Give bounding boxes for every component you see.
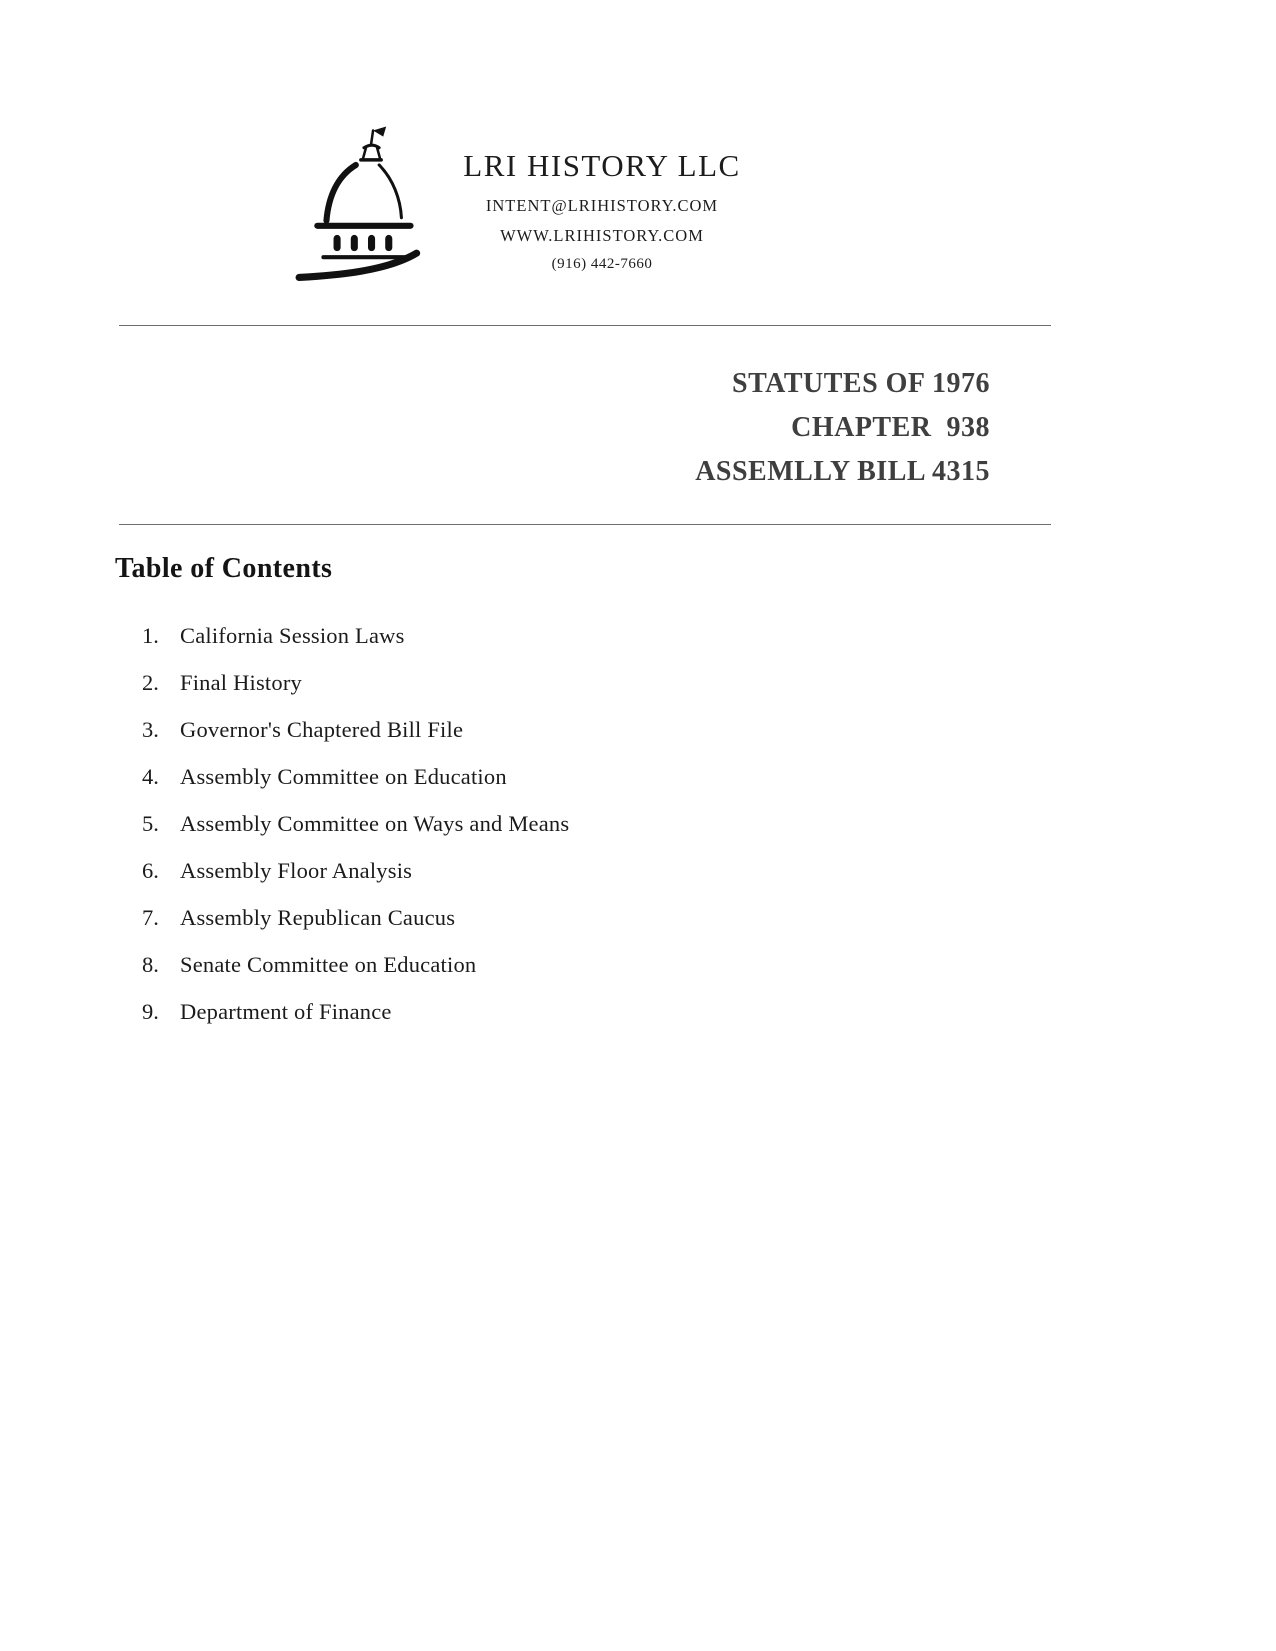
- toc-item: [142, 951, 569, 979]
- toc-item-label: Department of Finance: [180, 999, 392, 1024]
- toc-item: [142, 763, 569, 791]
- toc-item: [142, 669, 569, 697]
- company-website: WWW.LRIHISTORY.COM: [500, 226, 704, 245]
- toc-item-label: Assembly Committee on Education: [180, 764, 507, 789]
- company-email: INTENT@LRIHISTORY.COM: [485, 196, 719, 215]
- capitol-dome-logo-icon: [293, 122, 445, 287]
- toc-item-number: 4.: [142, 764, 159, 789]
- statutes-year-line: STATUTES OF 1976: [732, 368, 990, 399]
- letterhead-text: [428, 148, 776, 283]
- toc-item-number: 1.: [142, 623, 159, 648]
- toc-item-number: 3.: [142, 717, 159, 742]
- toc-item: [142, 857, 569, 885]
- toc-item-number: 7.: [142, 905, 159, 930]
- assembly-bill-line: ASSEMLLY BILL 4315: [695, 456, 990, 487]
- toc-item-label: Senate Committee on Education: [180, 952, 477, 977]
- chapter-line: CHAPTER 938: [791, 412, 990, 443]
- toc-item-number: 5.: [142, 811, 159, 836]
- toc-item: [142, 810, 569, 838]
- toc-item-label: Final History: [180, 670, 302, 695]
- toc-item-label: Assembly Republican Caucus: [180, 905, 456, 930]
- toc-list: [142, 622, 569, 1045]
- toc-item: [142, 622, 569, 650]
- company-phone: (916) 442-7660: [551, 256, 653, 272]
- toc-heading: Table of Contents: [115, 553, 333, 584]
- toc-item: [142, 904, 569, 932]
- toc-item-label: California Session Laws: [180, 623, 405, 648]
- toc-item-number: 2.: [142, 670, 159, 695]
- divider-middle: [119, 524, 1051, 525]
- toc-item-label: Assembly Committee on Ways and Means: [180, 811, 570, 836]
- toc-item-label: Assembly Floor Analysis: [180, 858, 413, 883]
- toc-item-label: Governor's Chaptered Bill File: [180, 717, 464, 742]
- toc-item-number: 6.: [142, 858, 159, 883]
- toc-item: [142, 998, 569, 1026]
- company-name: LRI HISTORY LLC: [463, 148, 741, 183]
- statute-title-block: [695, 362, 990, 494]
- divider-top: [119, 325, 1051, 326]
- toc-item-number: 8.: [142, 952, 159, 977]
- toc-item: [142, 716, 569, 744]
- toc-item-number: 9.: [142, 999, 159, 1024]
